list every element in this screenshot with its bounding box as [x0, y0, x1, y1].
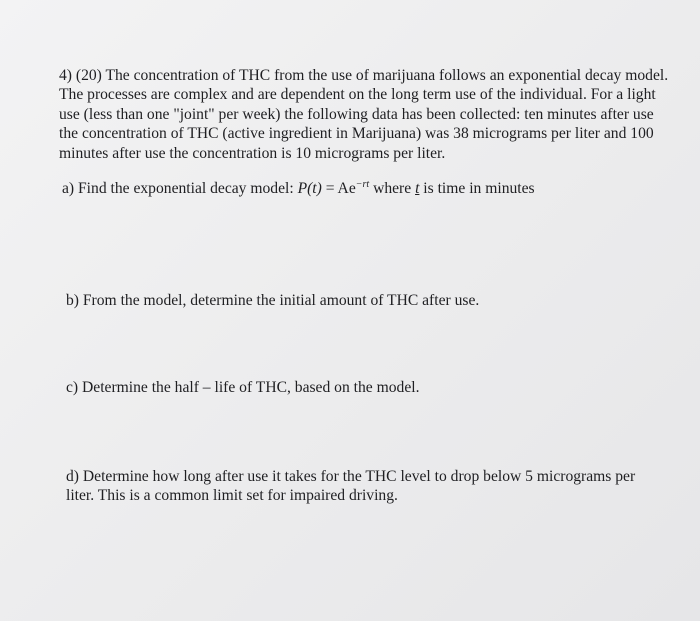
question-a [62, 175, 535, 198]
formula-equals: = Ae [321, 180, 356, 197]
problem-statement [59, 66, 669, 163]
variable-t: t [415, 180, 420, 197]
question-a-where: where [369, 180, 416, 197]
formula-lhs: P(t) [297, 180, 322, 197]
question-b: b) From the model, determine the initial amount of THC after use. [66, 292, 480, 309]
formula-exponent: −rt [355, 179, 370, 190]
question-a-suffix: is time in minutes [419, 180, 535, 197]
question-d: d) Determine how long after use it takes for the THC level to drop below 5 micrograms per liter. This is a common limit set for impaired driving. [66, 468, 636, 505]
problem-intro-text: 4) (20) The concentration of THC from the use of marijuana follows an exponential decay model. The processes are complex and are dependent on the long term use of the individual. For a light use (less than one "joint" per week) the following data has been collected: ten minutes after use the concentration of THC (active ingredient in Marijuana) was 38 micrograms per liter and 100 minutes after use the concentration is 10 micrograms per liter. [59, 67, 669, 162]
question-a-prefix: a) Find the exponential decay model: [62, 180, 298, 197]
question-c: c) Determine the half – life of THC, based on the model. [66, 379, 420, 396]
